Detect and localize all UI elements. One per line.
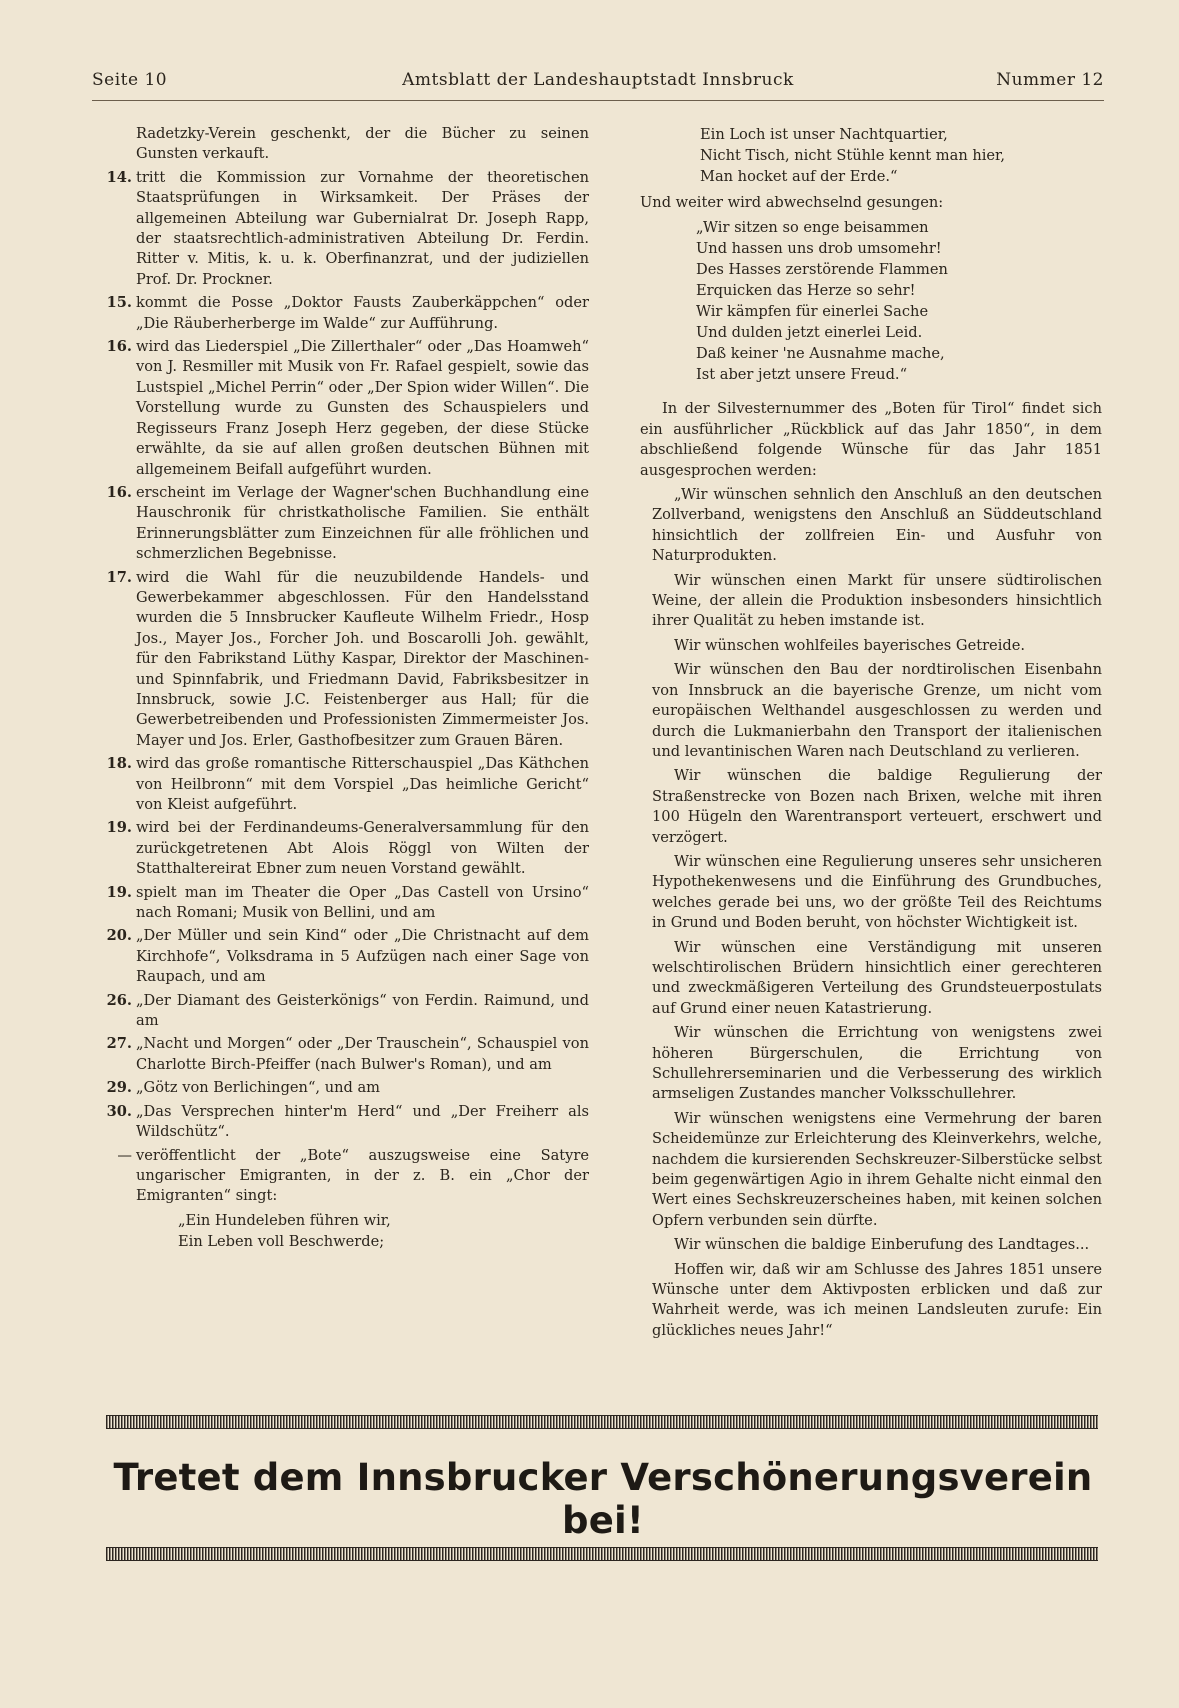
wish-paragraph: „Wir wünschen sehnlich den Anschluß an den deutschen Zollverband, wenigstens den Anschluß an Süddeutschland hinsichtlich der zollfreien Ein- und Ausfuhr von Naturprodukten. — [652, 486, 1102, 565]
entry-text: veröffentlicht der „Bote“ auszugsweise eine Satyre ungarischer Emigranten, in der z. B. ein „Chor der Emigranten“ singt: — [136, 1146, 589, 1205]
ornamental-bar-bottom — [106, 1547, 1098, 1561]
chronicle-entry — [106, 1102, 589, 1143]
header-rule — [92, 100, 1104, 101]
entry-day: 18. — [106, 755, 132, 773]
wish-paragraph: Wir wünschen eine Verständigung mit unseren welschtirolischen Brüdern hinsichtlich einer gerechteren und zweckmäßigeren Verteilung des Grundsteuerpostulats auf Grund einer neuen Katastrierung. — [652, 938, 1102, 1017]
entry-day: 20. — [106, 927, 132, 945]
wishes-intro: In der Silvesternummer des „Boten für Tirol“ findet sich ein ausführlicher „Rückblick auf das Jahr 1850“, in dem abschließend folgende Wünsche für das Jahr 1851 ausgesprochen werden: — [640, 400, 1102, 479]
verse-line: Nicht Tisch, nicht Stühle kennt man hier, — [700, 147, 1006, 164]
entry-day: 19. — [106, 819, 132, 837]
verse-line: Ein Loch ist unser Nachtquartier, — [700, 126, 948, 143]
wish-paragraph: Hoffen wir, daß wir am Schlusse des Jahres 1851 unsere Wünsche unter dem Aktivposten erblicken und daß zur Wahrheit werde, was ich meinen Landsleuten zurufe: Ein glückliches neues Jahr!“ — [652, 1260, 1102, 1339]
chronicle-entry — [106, 568, 589, 752]
entry-day: 16. — [106, 483, 132, 501]
chronicle-entry — [106, 168, 589, 290]
entry-day: 17. — [106, 568, 132, 586]
right-column — [640, 124, 1102, 1345]
verse-line: Des Hasses zerstörende Flammen — [696, 261, 948, 279]
entry-day: 19. — [106, 883, 132, 901]
emigrant-verse-part1-cont — [640, 124, 1102, 187]
verse-line: Und dulden jetzt einerlei Leid. — [696, 324, 923, 342]
page-header — [92, 70, 1104, 100]
chronicle-intro: Radetzky-Verein geschenkt, der die Bücher zu seinen Gunsten verkauft. — [136, 125, 589, 163]
entry-day: 30. — [106, 1102, 132, 1120]
chronicle-entry — [106, 883, 589, 924]
verse-line: Ist aber jetzt unsere Freud.“ — [696, 366, 908, 384]
chronicle-entry — [106, 293, 589, 334]
entry-dash: — — [117, 1146, 132, 1164]
entry-text: „Nacht und Morgen“ oder „Der Trauschein“, Schauspiel von Charlotte Birch-Pfeiffer (nach Bulwer's Roman), und am — [136, 1035, 589, 1073]
left-column — [106, 124, 589, 1258]
verse-line: Wir kämpfen für einerlei Sache — [696, 303, 929, 321]
entry-text: „Der Müller und sein Kind“ oder „Die Christnacht auf dem Kirchhofe“, Volksdrama in 5 Aufzügen nach einer Sage von Raupach, und am — [136, 927, 589, 986]
chronicle-entry — [106, 991, 589, 1032]
page-number: Seite 10 — [92, 70, 168, 90]
entry-text: kommt die Posse „Doktor Fausts Zauberkäppchen“ oder „Die Räuberherberge im Walde“ zur Aufführung. — [136, 294, 589, 332]
entry-text: tritt die Kommission zur Vornahme der theoretischen Staatsprüfungen in Wirksamkeit. Der Präses der allgemeinen Abteilung war Gubernialrat Dr. Joseph Rapp, der staatsrechtlich-administrativen Abteilung Dr. Ferdin. Ritter v. Mitis, k. u. k. Oberfinanzrat, und der judiziellen Prof. Dr. Prockner. — [136, 168, 589, 288]
verse-line: Und hassen uns drob umsomehr! — [696, 240, 942, 258]
wish-paragraph: Wir wünschen wohlfeiles bayerisches Getreide. — [674, 636, 1025, 654]
ornamental-bar-top — [106, 1415, 1098, 1429]
wish-paragraph: Wir wünschen wenigstens eine Vermehrung der baren Scheidemünze zur Erleichterung des Kleinverkehrs, welche, nachdem die kursierenden Sechskreuzer-Silberstücke selbst beim gegenwärtigen Agio in ihrem Gehalte nicht einmal den Wert eines Sechskreuzerscheines haben, mit keinen solchen Opfern verbunden sein dürfte. — [652, 1109, 1102, 1229]
emigrant-verse-part2 — [640, 217, 1102, 385]
issue-number: Nummer 12 — [996, 70, 1104, 90]
entry-day: 16. — [106, 338, 132, 356]
chronicle-entry-dash — [106, 1146, 589, 1207]
wish-paragraph: Wir wünschen die baldige Regulierung der Straßenstrecke von Bozen nach Brixen, welche mit ihren 100 Hügeln den Warentransport verteuert, erschwert und verzögert. — [652, 767, 1102, 846]
entry-text: „Götz von Berlichingen“, und am — [136, 1079, 381, 1097]
wishes-quote — [640, 485, 1102, 1341]
wish-paragraph: Wir wünschen den Bau der nordtirolischen Eisenbahn von Innsbruck an die bayerische Grenze, um nicht vom europäischen Welthandel ausgeschlossen zu werden und durch die Lukmanierbahn den Transport der italienischen und levantinischen Waren nach Deutschland zu verlieren. — [652, 661, 1102, 760]
entry-text: spielt man im Theater die Oper „Das Castell von Ursino“ nach Romani; Musik von Bellini, und am — [136, 883, 589, 922]
chronicle-entry — [106, 818, 589, 879]
verse-transition: Und weiter wird abwechselnd gesungen: — [640, 194, 944, 211]
wish-paragraph: Wir wünschen die baldige Einberufung des Landtages... — [674, 1236, 1090, 1254]
chronicle-entry — [106, 926, 589, 987]
entry-text: wird bei der Ferdinandeums-Generalversammlung für den zurückgetretenen Abt Alois Röggl von Wilten der Statthaltereirat Ebner zum neuen Vorstand gewählt. — [136, 819, 589, 878]
entry-day: 15. — [106, 294, 132, 312]
wish-paragraph: Wir wünschen einen Markt für unsere südtirolischen Weine, der allein die Produktion insbesonders hinsichtlich ihrer Qualität zu heben imstande ist. — [652, 571, 1102, 630]
verse-line: Ein Leben voll Beschwerde; — [178, 1232, 385, 1250]
chronicle-entry — [106, 483, 589, 565]
chronicle-entry — [106, 1034, 589, 1075]
verse-line: Daß keiner 'ne Ausnahme mache, — [696, 345, 945, 363]
society-slogan: Tretet dem Innsbrucker Verschönerungsverein bei! — [113, 1456, 1093, 1542]
chronicle-entry — [106, 1078, 589, 1098]
emigrant-verse-part1 — [106, 1210, 589, 1252]
entry-text: „Das Versprechen hinter'm Herd“ und „Der Freiherr als Wildschütz“. — [136, 1102, 589, 1141]
chronicle-entry — [106, 337, 589, 480]
entry-day: 14. — [106, 168, 132, 186]
wish-paragraph: Wir wünschen eine Regulierung unseres sehr unsicheren Hypothekenwesens und die Einführung des Grundbuches, welches gerade bei uns, wo der größte Teil des Reichtums in Grund und Boden beruht, von höchster Wichtigkeit ist. — [652, 852, 1102, 932]
entry-text: „Der Diamant des Geisterkönigs“ von Ferdin. Raimund, und am — [136, 991, 589, 1030]
entry-day: 27. — [106, 1035, 132, 1053]
entry-day: 29. — [106, 1079, 132, 1097]
verse-line: „Wir sitzen so enge beisammen — [696, 219, 929, 237]
entry-text: erscheint im Verlage der Wagner'schen Buchhandlung eine Hauschronik für christkatholische Familien. Sie enthält Erinnerungsblätter zum Einzeichnen für alle fröhlichen und schmerzlichen Begebnisse. — [136, 483, 589, 563]
wish-paragraph: Wir wünschen die Errichtung von wenigstens zwei höheren Bürgerschulen, die Errichtung von Schullehrerseminarien und die Verbesserung des wirklich armseligen Zustandes mancher Volksschullehrer. — [652, 1024, 1102, 1103]
verse-line: Man hocket auf der Erde.“ — [700, 168, 898, 185]
verse-line: „Ein Hundeleben führen wir, — [178, 1211, 391, 1229]
entry-text: wird das große romantische Ritterschauspiel „Das Käthchen von Heilbronn“ mit dem Vorspiel „Das heimliche Gericht“ von Kleist aufgeführt. — [136, 755, 589, 813]
chronicle-entry — [106, 754, 589, 815]
verse-line: Erquicken das Herze so sehr! — [696, 282, 916, 300]
entry-text: wird die Wahl für die neuzubildende Handels- und Gewerbekammer abgeschlossen. Für den Handelsstand wurden die 5 Innsbrucker Kaufleute Wilhelm Friedr., Hosp Jos., Mayer Jos., Forcher Joh. und Boscarolli Joh. gewählt, für den Fabrikstand Lüthy Kaspar, Direktor der Maschinen- und Spinnfabrik, und Friedmann David, Fabriksbesitzer in Innsbruck, sowie J.C. Feistenberger aus Hall; für die Gewerbetreibenden und Professionisten Zimmermeister Jos. Mayer und Jos. Erler, Gasthofbesitzer zum Grauen Bären. — [136, 568, 589, 749]
publication-title: Amtsblatt der Landeshauptstadt Innsbruck — [402, 70, 794, 90]
entry-text: wird das Liederspiel „Die Zillerthaler“ oder „Das Hoamweh“ von J. Resmiller mit Musik von Fr. Rafael gespielt, sowie das Lustspiel „Michel Perrin“ oder „Der Spion wider Willen“. Die Vorstellung wurde zu Gunsten des Schauspielers und Regisseurs Franz Joseph Herz gegeben, der diese Stücke erwählte, da sie auf allen großen deutschen Bühnen mit allgemeinem Beifall aufgeführt wurden. — [136, 338, 589, 478]
entry-day: 26. — [106, 991, 132, 1009]
